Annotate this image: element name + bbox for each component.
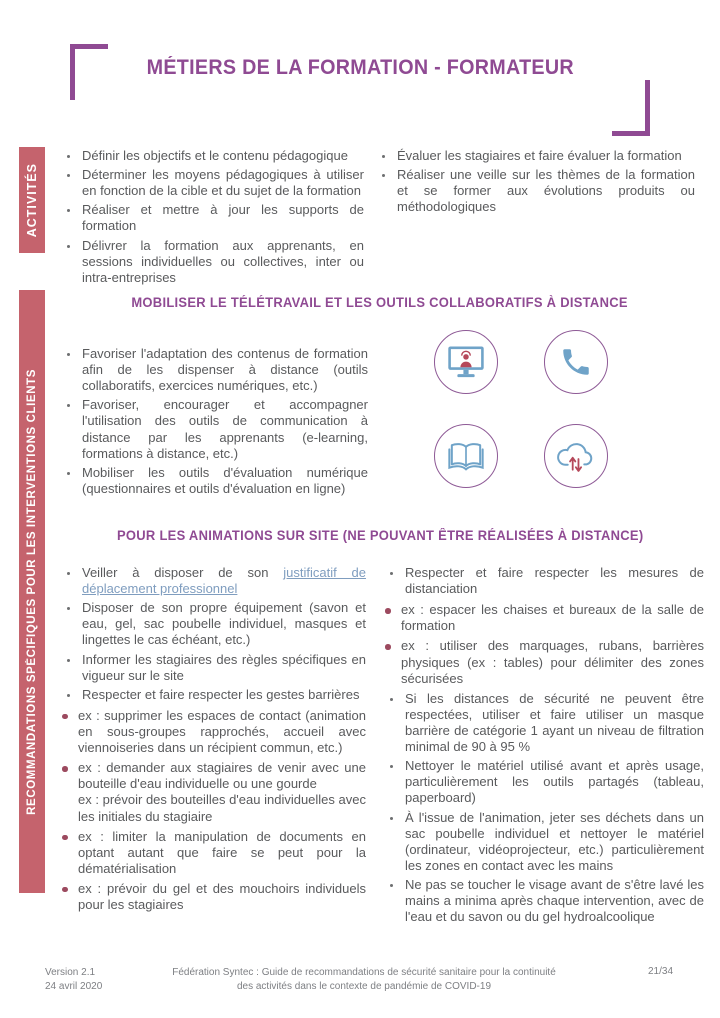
list-item: Déterminer les moyens pédagogiques à utiliser en fonction de la cible et du sujet de la formation (58, 167, 364, 199)
list-item (58, 565, 366, 597)
list-item: Respecter et faire respecter les gestes barrières (58, 687, 366, 703)
cloud-transfer-icon (544, 424, 608, 488)
list-item: Respecter et faire respecter les mesures de distanciation (381, 565, 704, 597)
list-item: Réaliser et mettre à jour les supports de formation (58, 202, 364, 234)
list-item: ex : supprimer les espaces de contact (animation en sous-groupes rapprochés, accueil avec viennoiseries dans un récipient commun, etc.) (58, 708, 366, 756)
list-item: Évaluer les stagiaires et faire évaluer la formation (373, 148, 695, 164)
onsite-left-column (58, 565, 366, 917)
list-item: Informer les stagiaires des règles spécifiques en vigueur sur le site (58, 652, 366, 684)
activities-sidebar-label: ACTIVITÉS (25, 162, 39, 238)
page-title-text: MÉTIERS DE LA FORMATION - FORMATEUR (146, 56, 574, 79)
open-book-icon (434, 424, 498, 488)
activities-left-column (58, 148, 364, 289)
recommendations-sidebar (19, 290, 45, 893)
onsite-section-heading-text: POUR LES ANIMATIONS SUR SITE (NE POUVANT ÊTRE RÉALISÉES À DISTANCE) (116, 528, 644, 543)
list-item: ex : utiliser des marquages, rubans, barrières physiques (ex : tables) pour délimiter des zones sécurisées (381, 638, 704, 686)
list-item: Favoriser l'adaptation des contenus de formation afin de les dispenser à distance (outils collaboratifs, exercices numériques, etc.) (58, 346, 368, 394)
list-item: ex : espacer les chaises et bureaux de la salle de formation (381, 602, 704, 634)
onsite-right-column (381, 565, 704, 928)
list-item: Nettoyer le matériel utilisé avant et après usage, particulièrement les outils partagés (tableau, paperboard) (381, 758, 704, 806)
list-item: ex : limiter la manipulation de documents en optant autant que faire se peut pour la dématérialisation (58, 829, 366, 877)
list-item-text: Veiller à disposer de son (82, 565, 284, 580)
list-item: ex : prévoir du gel et des mouchoirs individuels pour les stagiaires (58, 881, 366, 913)
corner-bracket-bottom-right (612, 80, 650, 136)
activities-right-column (373, 148, 695, 218)
list-item: À l'issue de l'animation, jeter ses déchets dans un sac poubelle individuel et nettoyer le matériel (ordinateur, vidéoprojecteur, etc.) particulièrement les zones en contact avec les mains (381, 810, 704, 874)
onsite-section-heading (60, 528, 700, 543)
travel-certificate-link[interactable]: justificatif de déplacement professionnel (82, 565, 366, 597)
phone-icon (544, 330, 608, 394)
page-title (0, 56, 720, 80)
webinar-icon (434, 330, 498, 394)
list-item: Mobiliser les outils d'évaluation numérique (questionnaires et outils d'évaluation en ligne) (58, 465, 368, 497)
list-item-continuation: ex : prévoir des bouteilles d'eau individuelles avec les initiales du stagiaire (78, 792, 366, 824)
list-item: Favoriser, encourager et accompagner l'utilisation des outils de communication à distance par les apprenants (e-learning, formations à distance, etc.) (58, 397, 368, 461)
gestes-barrieres-examples (58, 708, 366, 913)
list-item (58, 760, 366, 824)
remote-section-heading-text: MOBILISER LE TÉLÉTRAVAIL ET LES OUTILS COLLABORATIFS À DISTANCE (131, 295, 629, 310)
remote-tools-icon-grid (434, 330, 608, 488)
list-item: Définir les objectifs et le contenu pédagogique (58, 148, 364, 164)
activities-sidebar (19, 147, 45, 253)
footer-version-block (45, 966, 102, 994)
list-item-text: ex : demander aux stagiaires de venir avec une bouteille d'eau individuelle ou une gourde (78, 760, 366, 792)
list-item: Délivrer la formation aux apprenants, en sessions individuelles ou collectives, inter ou intra-entreprises (58, 238, 364, 286)
list-item: Ne pas se toucher le visage avant de s'être lavé les mains a minima après chaque intervention, avec de l'eau et du savon ou du gel hydroalcoolique (381, 877, 704, 925)
list-item: Réaliser une veille sur les thèmes de la formation et se former aux évolutions produits ou méthodologiques (373, 167, 695, 215)
distanciation-examples (381, 602, 704, 687)
footer-source: Fédération Syntec : Guide de recommandations de sécurité sanitaire pour la continuité des activités dans le contexte de pandémie de COVID-19 (172, 967, 556, 992)
remote-section-heading (60, 295, 700, 310)
footer-page-number: 21/34 (648, 966, 674, 977)
recommendations-sidebar-label: RECOMMANDATIONS SPÉCIFIQUES POUR LES INTERVENTIONS CLIENTS (26, 368, 38, 815)
footer-date: 24 avril 2020 (45, 981, 103, 992)
list-item: Si les distances de sécurité ne peuvent être respectées, utiliser et faire utiliser un masque barrière de catégorie 1 ayant un niveau de filtration minimal de 90 à 95 % (381, 691, 704, 755)
footer-version: Version 2.1 (45, 967, 96, 978)
list-item: Disposer de son propre équipement (savon et eau, gel, sac poubelle individuel, masques et lingettes le cas échéant, etc.) (58, 600, 366, 648)
remote-section-column (58, 346, 368, 500)
